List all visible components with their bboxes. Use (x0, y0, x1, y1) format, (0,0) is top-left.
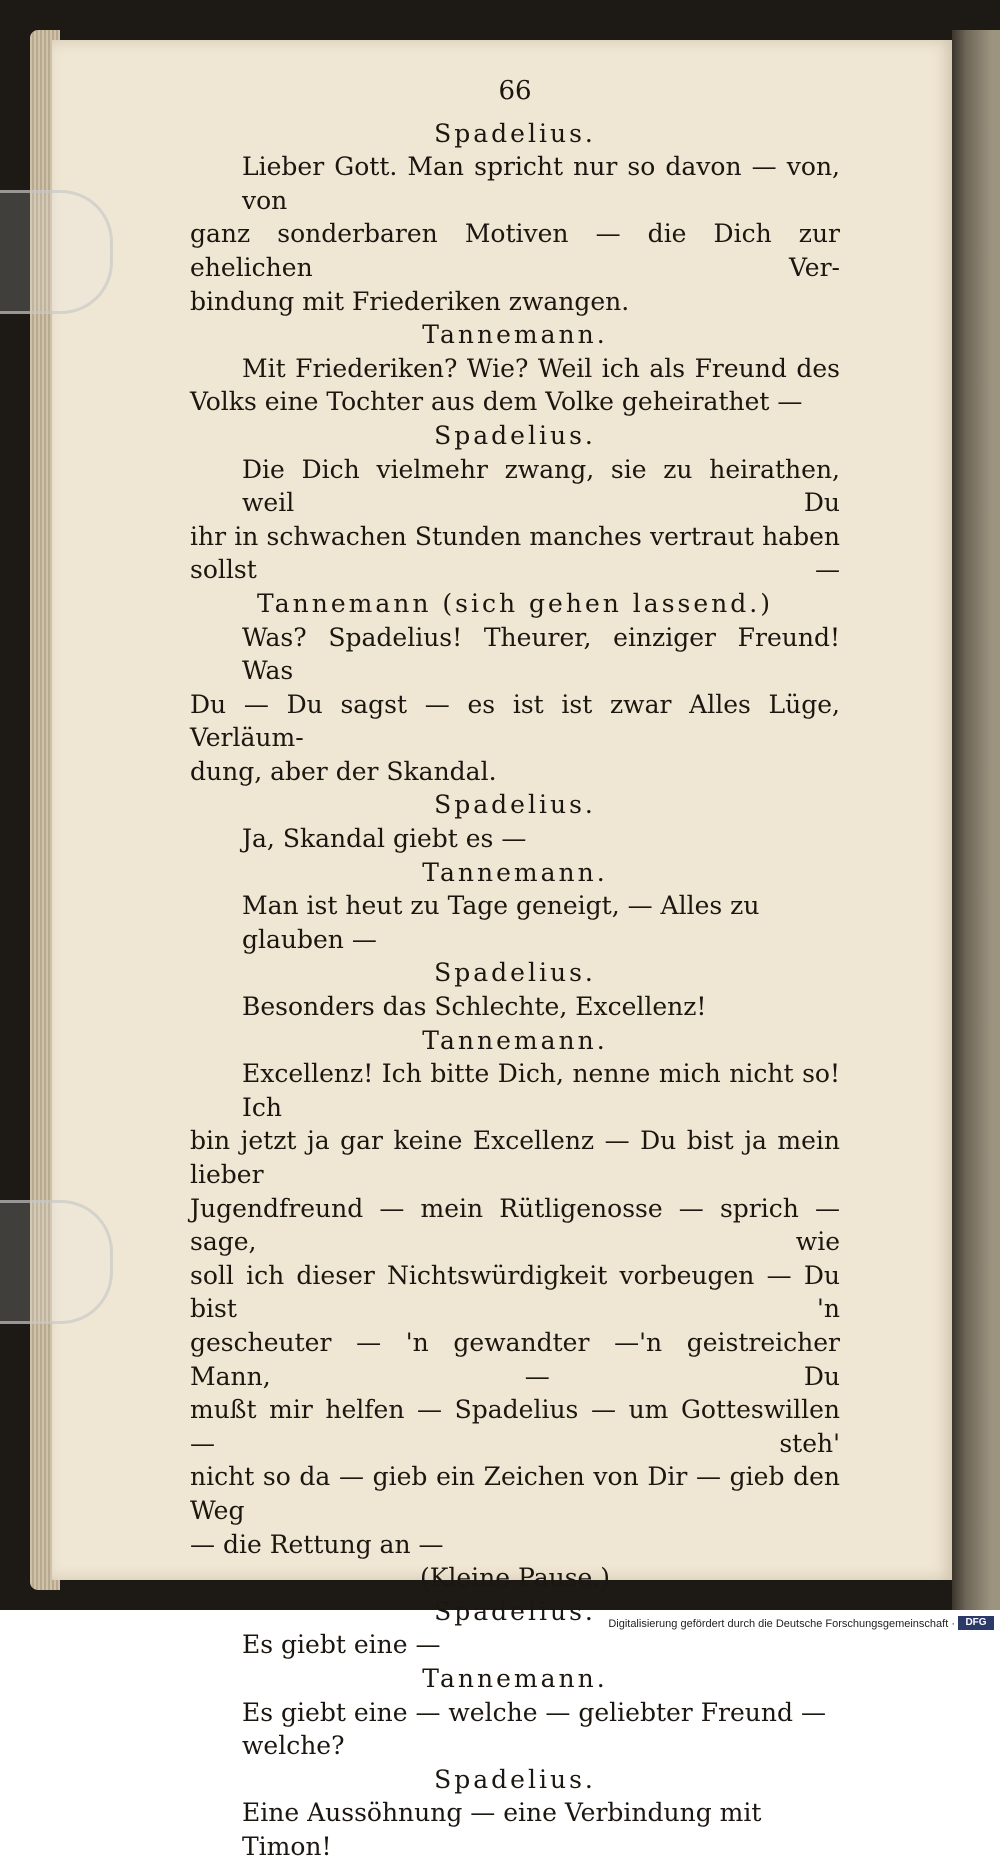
text-line: Man ist heut zu Tage geneigt, — Alles zu glauben — (242, 891, 760, 954)
text-line: Besonders das Schlechte, Excellenz! (242, 992, 707, 1022)
text-line: ihr in schwachen Stunden manches vertraut haben sollst — (190, 521, 840, 585)
text-line: Du — Du sagst — es ist ist zwar Alles Lüge, Verläum- (190, 689, 840, 753)
text-line: Ja, Skandal giebt es — (242, 824, 527, 854)
text-line: — die Rettung an — (190, 1529, 444, 1559)
page-clip-top (0, 190, 113, 314)
speaker-heading: Spadelius. (434, 958, 596, 988)
page-text (190, 75, 840, 1863)
text-line: Jugendfreund — mein Rütligenosse — sprich — sage, wie (190, 1193, 840, 1257)
text-line: Die Dich vielmehr zwang, sie zu heirathen, weil Du (242, 454, 840, 518)
speaker-heading: Tannemann (sich gehen lassend.) (257, 588, 773, 618)
speaker-heading: Tannemann. (422, 1663, 608, 1693)
text-line: Es giebt eine — welche — geliebter Freund — welche? (242, 1697, 826, 1761)
speaker-heading: Tannemann. (422, 320, 608, 350)
text-line: bindung mit Friederiken zwangen. (190, 286, 630, 316)
speaker-heading: Spadelius. (434, 1596, 596, 1626)
speaker-heading: Spadelius. (434, 420, 596, 450)
text-line: soll ich dieser Nichtswürdigkeit vorbeugen — Du bist 'n (190, 1260, 840, 1324)
text-line: Was? Spadelius! Theurer, einziger Freund! Was (242, 622, 840, 686)
speaker-heading: Spadelius. (434, 118, 596, 148)
text-line: ganz sonderbaren Motiven — die Dich zur ehelichen Ver- (190, 219, 840, 282)
speaker-heading: Tannemann. (422, 1025, 608, 1055)
text-line: dung, aber der Skandal. (190, 756, 497, 786)
dfg-logo: DFG (958, 1616, 994, 1630)
speaker-heading: Tannemann. (422, 857, 608, 887)
text-line: Es giebt eine — (242, 1630, 441, 1660)
text-line: Mit Friederiken? Wie? Weil ich als Freund des (242, 353, 840, 383)
speaker-heading: Spadelius. (434, 790, 596, 820)
text-line: Volks eine Tochter aus dem Volke geheirathet — (190, 387, 803, 417)
text-line: mußt mir helfen — Spadelius — um Gotteswillen — steh' (190, 1395, 840, 1458)
text-line: Excellenz! Ich bitte Dich, nenne mich nicht so! Ich (242, 1059, 840, 1122)
text-line: bin jetzt ja gar keine Excellenz — Du bist ja mein lieber (190, 1126, 840, 1189)
speaker-heading: Spadelius. (434, 1764, 596, 1794)
footer-credit: Digitalisierung gefördert durch die Deutsche Forschungsgemeinschaft · (608, 1618, 955, 1630)
text-line: Eine Aussöhnung — eine Verbindung mit Timon! (242, 1798, 762, 1861)
book-spine (952, 30, 1000, 1610)
stage-direction: (Kleine Pause.) (419, 1563, 611, 1593)
text-line: Lieber Gott. Man spricht nur so davon — von, von (242, 152, 840, 215)
text-line: nicht so da — gieb ein Zeichen von Dir — gieb den Weg (190, 1462, 840, 1525)
text-line: gescheuter — 'n gewandter —'n geistreicher Mann, — Du (190, 1327, 840, 1391)
page-clip-bottom (0, 1200, 113, 1324)
page-number: 66 (498, 76, 532, 106)
